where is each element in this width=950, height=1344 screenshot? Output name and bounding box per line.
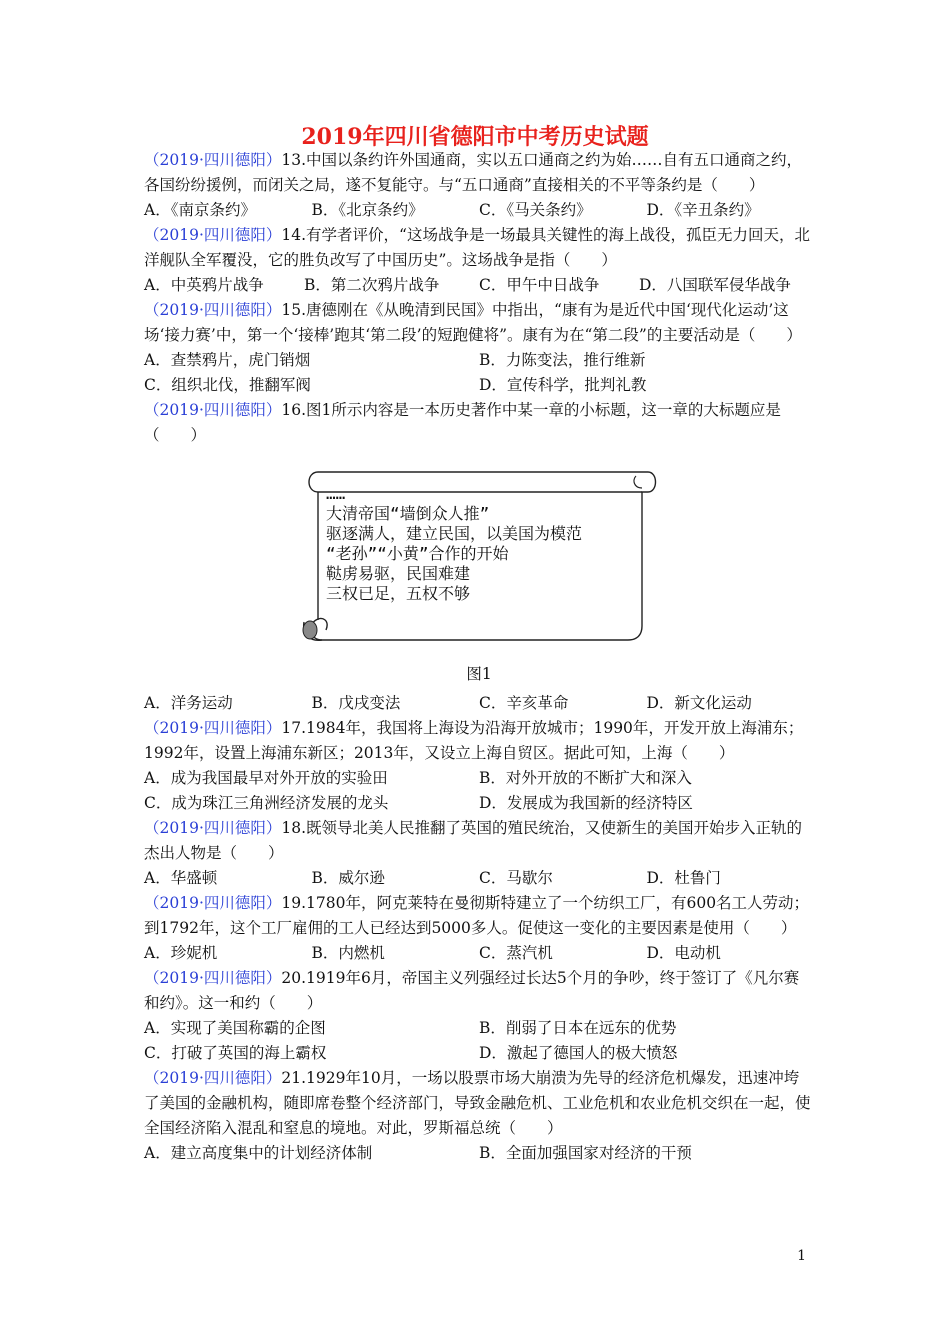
options-row xyxy=(144,1041,814,1066)
question-16 xyxy=(144,398,814,716)
question-15 xyxy=(144,298,814,398)
option-b: B．《北京条约》 xyxy=(311,201,424,219)
options-row xyxy=(144,348,814,373)
options-row xyxy=(144,373,814,398)
question-13 xyxy=(144,148,814,223)
question-source: （2019·四川德阳） xyxy=(144,401,282,419)
option-b: B．第二次鸦片战争 xyxy=(304,276,440,294)
question-stem: 15.唐德刚在《从晚清到民国》中指出，“康有为是近代中国‘现代化运动’这场‘接力赛’中，第一个‘接棒’跑其‘第二段’的短跑健将”。康有为在“第二段”的主要活动是（ ） xyxy=(144,301,802,344)
question-stem: 19.1780年，阿克莱特在曼彻斯特建立了一个纺织工厂，有600名工人劳动；到1792年，这个工厂雇佣的工人已经达到5000多人。促使这一变化的主要因素是使用（ ） xyxy=(144,894,810,937)
question-source: （2019·四川德阳） xyxy=(144,301,282,319)
question-21 xyxy=(144,1066,814,1166)
option-a: A．珍妮机 xyxy=(144,944,218,962)
question-source: （2019·四川德阳） xyxy=(144,819,282,837)
option-d: D．激起了德国人的极大愤怒 xyxy=(479,1044,678,1062)
document-title: 2019年四川省德阳市中考历史试题 xyxy=(301,124,649,150)
option-c: C．成为珠江三角洲经济发展的龙头 xyxy=(144,794,389,812)
question-20 xyxy=(144,966,814,1066)
scroll-figure xyxy=(296,458,666,648)
question-stem: 16.图1所示内容是一本历史著作中某一章的小标题，这一章的大标题应是（ ） xyxy=(144,401,781,444)
question-stem: 13.中国以条约许外国通商，实以五口通商之约为始……自有五口通商之约，各国纷纷援例，而闭关之局，遂不复能守。与“五口通商”直接相关的不平等条约是（ ） xyxy=(144,151,803,194)
question-stem: 20.1919年6月，帝国主义列强经过长达5个月的争吵，终于签订了《凡尔赛和约》。这一和约（ ） xyxy=(144,969,800,1012)
option-b: B．内燃机 xyxy=(311,944,385,962)
question-stem: 18.既领导北美人民推翻了英国的殖民统治，又使新生的美国开始步入正轨的杰出人物是（ ） xyxy=(144,819,803,862)
option-c: C．马歇尔 xyxy=(479,869,553,887)
question-source: （2019·四川德阳） xyxy=(144,894,282,912)
question-stem: 17.1984年，我国将上海设为沿海开放城市；1990年，开发开放上海浦东；1992年，设置上海浦东新区；2013年，又设立上海自贸区。据此可知，上海（ ） xyxy=(144,719,804,762)
question-stem: 14.有学者评价，“这场战争是一场最具关键性的海上战役，孤臣无力回天，北洋舰队全军覆没，它的胜负改写了中国历史”。这场战争是指（ ） xyxy=(144,226,810,269)
option-d: D．八国联军侵华战争 xyxy=(639,276,791,294)
option-b: B．全面加强国家对经济的干预 xyxy=(479,1144,692,1162)
scroll-line: 驱逐满人，建立民国，以美国为模范 xyxy=(326,524,583,543)
page-number: 1 xyxy=(797,1248,806,1264)
option-a: A．华盛顿 xyxy=(144,869,218,887)
question-14 xyxy=(144,223,814,298)
option-a: A．实现了美国称霸的企图 xyxy=(144,1019,326,1037)
option-b: B．力陈变法，推行维新 xyxy=(479,351,646,369)
question-list xyxy=(144,148,814,1166)
option-b: B．戊戌变法 xyxy=(311,694,401,712)
options-row xyxy=(144,198,814,223)
options-row xyxy=(144,1141,814,1166)
option-c: C．《马关条约》 xyxy=(479,201,592,219)
option-d: D．新文化运动 xyxy=(646,694,752,712)
options-row xyxy=(144,691,814,716)
question-17 xyxy=(144,716,814,816)
option-d: D．宣传科学，批判礼教 xyxy=(479,376,647,394)
option-a: A．中英鸦片战争 xyxy=(144,276,264,294)
option-b: B．削弱了日本在远东的优势 xyxy=(479,1019,677,1037)
options-row xyxy=(144,1016,814,1041)
scroll-line: “老孙”“小黄”合作的开始 xyxy=(326,544,509,563)
option-a: A．洋务运动 xyxy=(144,694,233,712)
option-c: C．打破了英国的海上霸权 xyxy=(144,1044,327,1062)
scroll-line: 大清帝国“墙倒众人推” xyxy=(326,504,490,523)
option-d: D．电动机 xyxy=(646,944,721,962)
scroll-line: 三权已足，五权不够 xyxy=(326,584,471,603)
option-b: B．威尔逊 xyxy=(311,869,385,887)
question-18 xyxy=(144,816,814,891)
scroll-text xyxy=(326,484,582,604)
options-row xyxy=(144,791,814,816)
option-c: C．甲午中日战争 xyxy=(479,276,600,294)
options-row xyxy=(144,273,814,298)
question-stem: 21.1929年10月，一场以股票市场大崩溃为先导的经济危机爆发，迅速冲垮了美国的金融机构，随即席卷整个经济部门，导致金融危机、工业危机和农业危机交织在一起，使全国经济陷入混乱和窒息的境地。对此，罗斯福总统（ ） xyxy=(144,1069,811,1137)
option-a: A．《南京条约》 xyxy=(144,201,256,219)
option-d: D．《辛丑条约》 xyxy=(646,201,760,219)
options-row xyxy=(144,941,814,966)
option-b: B．对外开放的不断扩大和深入 xyxy=(479,769,692,787)
question-source: （2019·四川德阳） xyxy=(144,719,282,737)
question-19 xyxy=(144,891,814,966)
option-d: D．杜鲁门 xyxy=(646,869,721,887)
question-source: （2019·四川德阳） xyxy=(144,969,282,987)
option-a: A．成为我国最早对外开放的实验田 xyxy=(144,769,388,787)
question-source: （2019·四川德阳） xyxy=(144,226,282,244)
option-c: C．辛亥革命 xyxy=(479,694,569,712)
option-a: A．查禁鸦片，虎门销烟 xyxy=(144,351,311,369)
option-a: A．建立高度集中的计划经济体制 xyxy=(144,1144,373,1162)
question-source: （2019·四川德阳） xyxy=(144,1069,282,1087)
options-row xyxy=(144,866,814,891)
scroll-line: …… xyxy=(326,484,346,503)
options-row xyxy=(144,766,814,791)
option-c: C．蒸汽机 xyxy=(479,944,553,962)
scroll-line: 鞑虏易驱，民国难建 xyxy=(326,564,471,583)
figure-caption: 图1 xyxy=(466,665,492,683)
option-d: D．发展成为我国新的经济特区 xyxy=(479,794,693,812)
question-source: （2019·四川德阳） xyxy=(144,151,282,169)
option-c: C．组织北伐，推翻军阀 xyxy=(144,376,311,394)
